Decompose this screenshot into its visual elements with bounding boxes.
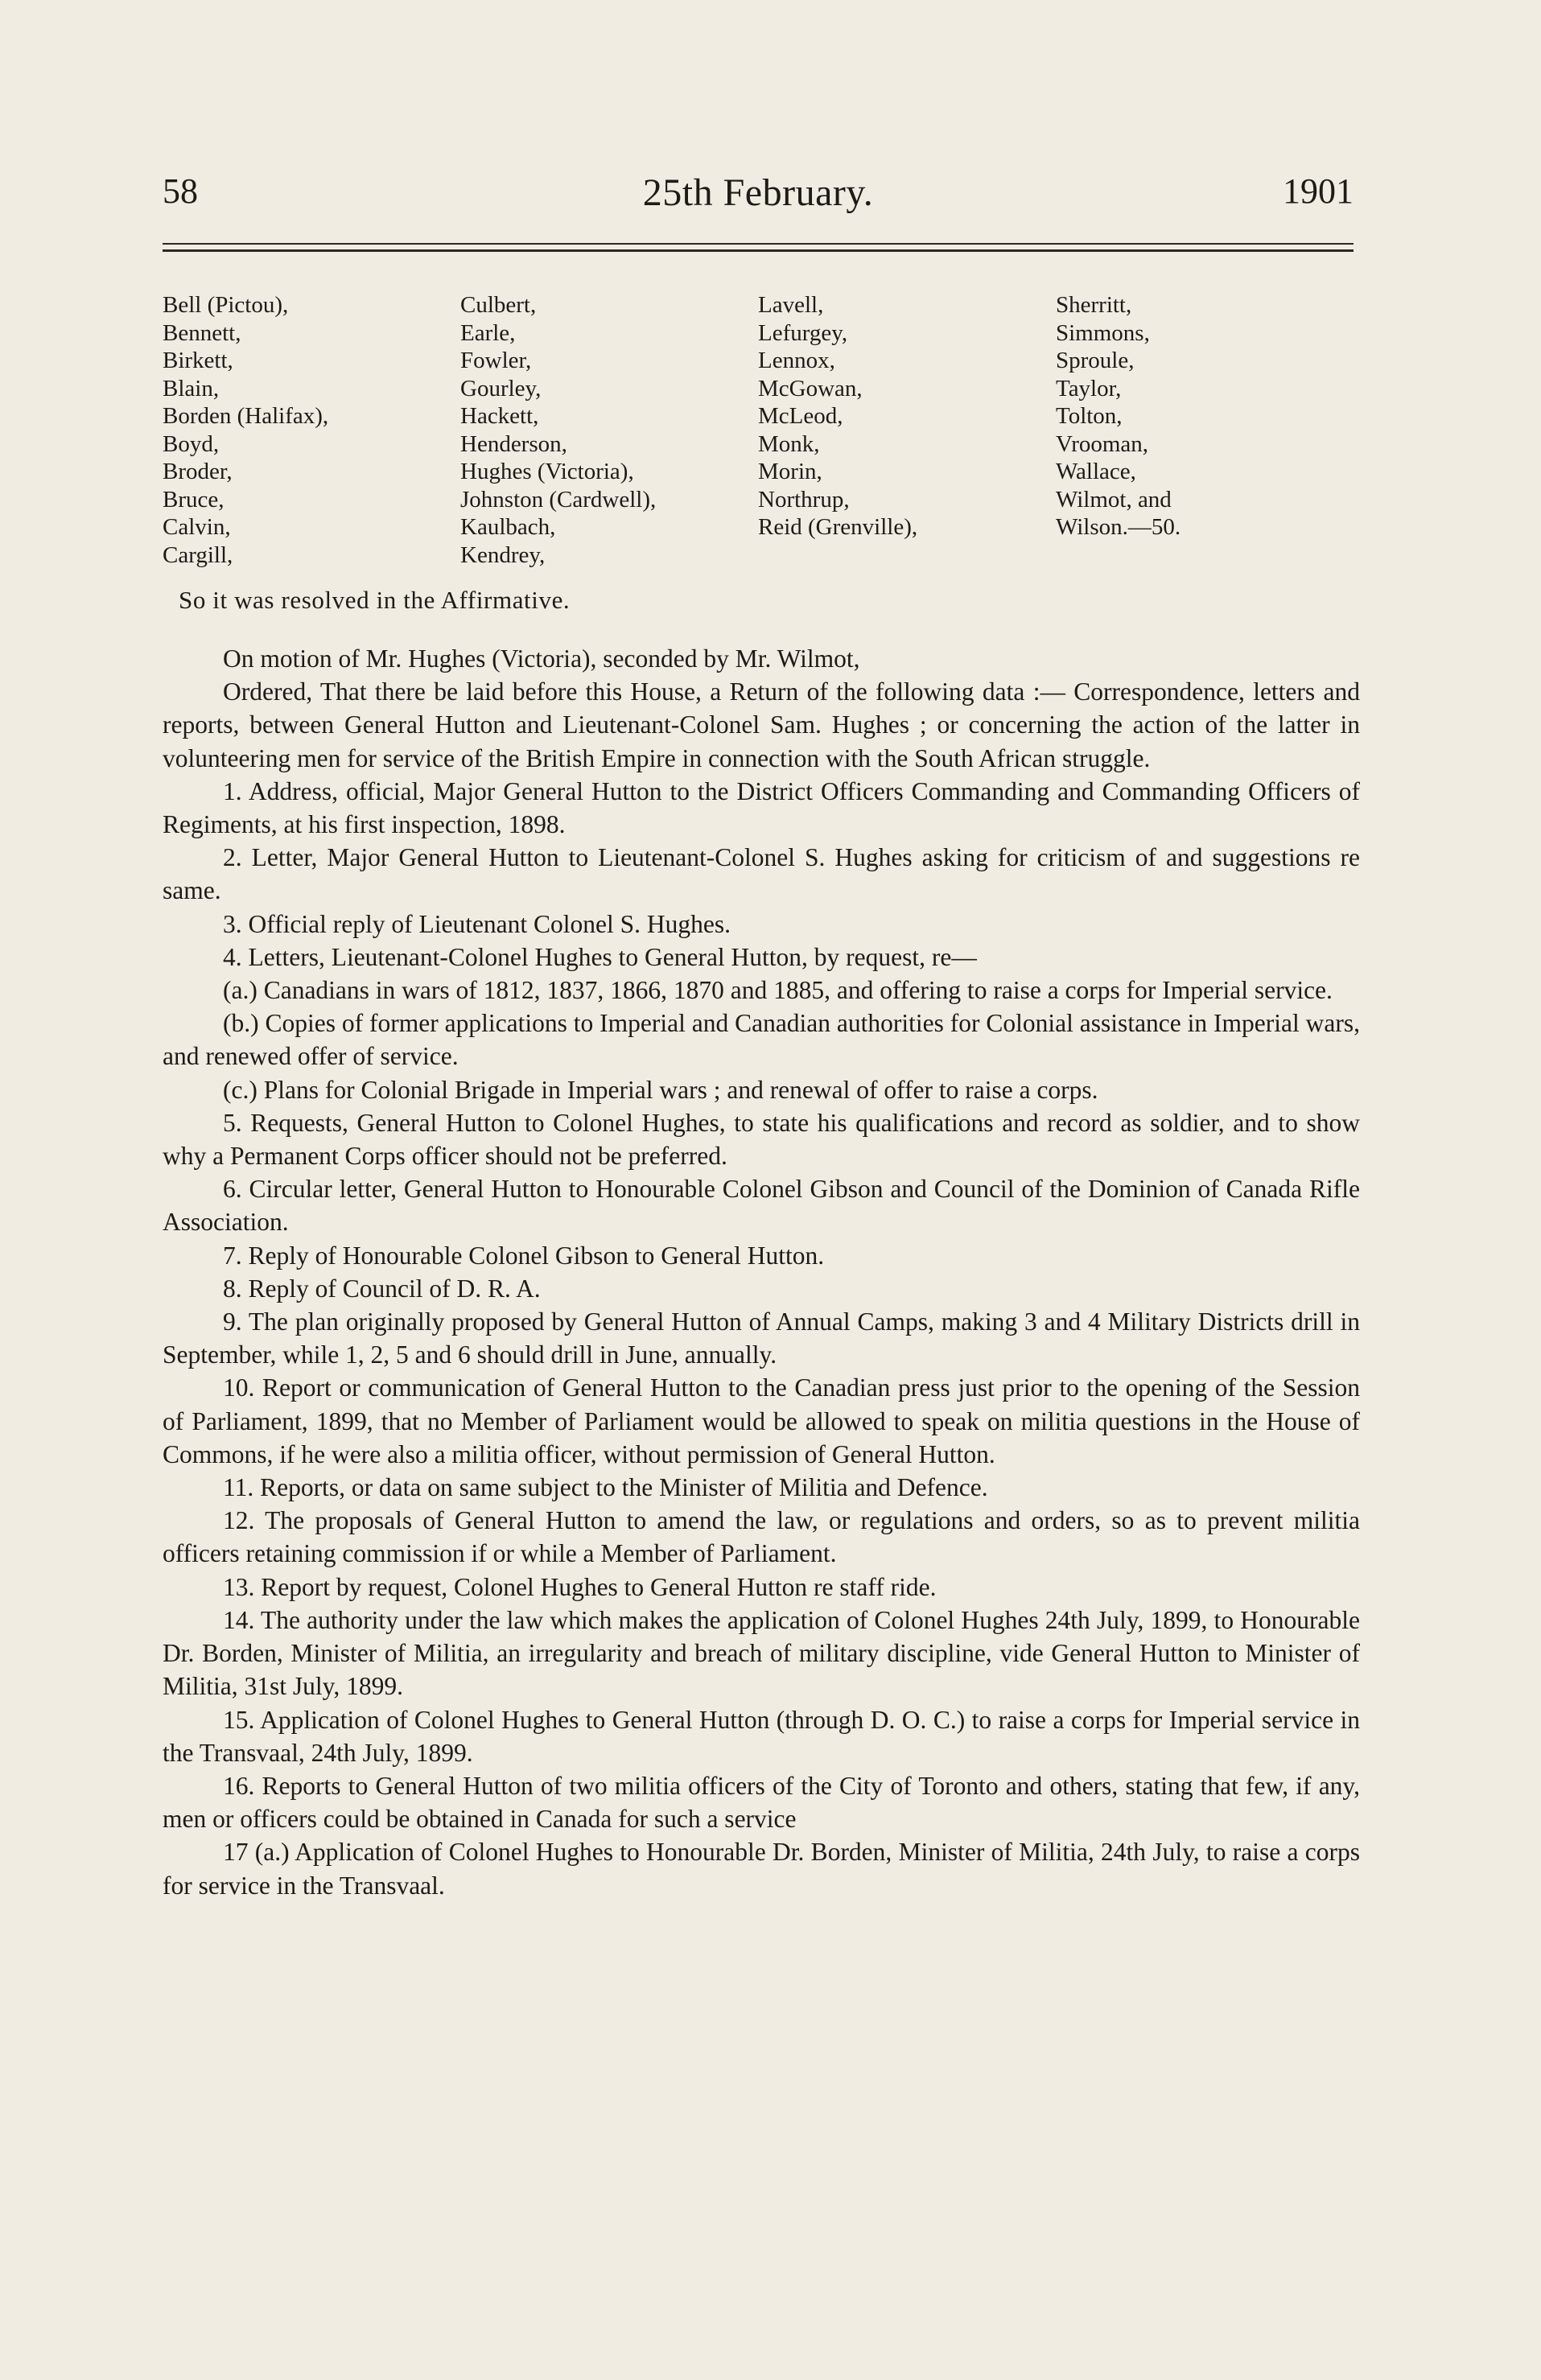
page-number: 58 (163, 171, 198, 211)
division-names-list (163, 291, 1354, 569)
paragraph: (c.) Plans for Colonial Brigade in Imperial wars ; and renewal of offer to raise a corps. (223, 1075, 1098, 1104)
paragraph: 12. The proposals of General Hutton to amend the law, or regulations and orders, so as to prevent militia officers retaining commission if or while a Member of Parliament. (163, 1506, 1360, 1568)
member-name: Henderson, (460, 430, 567, 457)
paragraph: 8. Reply of Council of D. R. A. (223, 1274, 541, 1303)
member-name: Wilson.—50. (1056, 514, 1181, 540)
paragraph: 7. Reply of Honourable Colonel Gibson to General Hutton. (223, 1241, 825, 1270)
paragraph: On motion of Mr. Hughes (Victoria), seconded by Mr. Wilmot, (223, 644, 860, 673)
member-name: Borden (Halifax), (163, 403, 329, 429)
member-name: Monk, (758, 430, 820, 457)
member-name: Morin, (758, 459, 822, 484)
paragraph: 4. Letters, Lieutenant-Colonel Hughes to General Hutton, by request, re— (223, 942, 977, 971)
member-name: Kaulbach, (460, 514, 556, 540)
header-rule (163, 243, 1354, 245)
member-name: Simmons, (1056, 319, 1150, 346)
member-name: Earle, (460, 319, 516, 346)
member-name: Sherritt, (1056, 292, 1132, 318)
member-name: Lavell, (758, 292, 824, 318)
member-name: Tolton, (1056, 403, 1123, 429)
page-date: 25th February. (642, 171, 874, 214)
member-name: Wilmot, and (1056, 486, 1172, 513)
member-name: Kendrey, (460, 541, 546, 568)
names-column-2 (460, 291, 758, 569)
member-name: Northrup, (758, 486, 850, 513)
member-name: Taylor, (1056, 375, 1122, 401)
member-name: McLeod, (758, 403, 843, 429)
paragraph: 16. Reports to General Hutton of two militia officers of the City of Toronto and others, stating that few, if any, men or officers could be obtained in Canada for such a service (163, 1771, 1360, 1834)
paragraph: 10. Report or communication of General Hutton to the Canadian press just prior to the opening of the Session of Parliament, 1899, that no Member of Parliament would be allowed to speak on militia questions in the House of Commons, if he were also a militia officer, without permission of General Hutton. (163, 1373, 1360, 1468)
names-column-1 (163, 291, 460, 569)
member-name: Lefurgey, (758, 319, 848, 346)
paragraph: 6. Circular letter, General Hutton to Honourable Colonel Gibson and Council of the Dominion of Canada Rifle Association. (163, 1175, 1360, 1237)
member-name: Johnston (Cardwell), (460, 486, 657, 513)
paragraph: (a.) Canadians in wars of 1812, 1837, 1866, 1870 and 1885, and offering to raise a corps for Imperial service. (223, 976, 1333, 1005)
member-name: Boyd, (163, 430, 220, 457)
member-name: Fowler, (460, 348, 532, 373)
names-column-4 (1056, 291, 1354, 569)
member-name: Reid (Grenville), (758, 514, 918, 540)
member-name: Lennox, (758, 348, 835, 373)
paragraph: 2. Letter, Major General Hutton to Lieutenant-Colonel S. Hughes asking for criticism of and suggestions re same. (163, 843, 1360, 905)
paragraph: 11. Reports, or data on same subject to the Minister of Militia and Defence. (223, 1473, 988, 1502)
member-name: Hughes (Victoria), (460, 459, 634, 484)
member-name: Blain, (163, 375, 220, 401)
member-name: Broder, (163, 459, 233, 484)
member-name: McGowan, (758, 375, 863, 401)
paragraph: 15. Application of Colonel Hughes to General Hutton (through D. O. C.) to raise a corps for Imperial service in the Transvaal, 24th July, 1899. (163, 1705, 1360, 1767)
member-name: Calvin, (163, 514, 231, 540)
resolution-statement: So it was resolved in the Affirmative. (179, 586, 571, 614)
paragraph: 5. Requests, General Hutton to Colonel Hughes, to state his qualifications and record as soldier, and to show why a Permanent Corps officer should not be preferred. (163, 1108, 1360, 1171)
member-name: Bennett, (163, 319, 241, 346)
member-name: Bell (Pictou), (163, 292, 289, 318)
page-year: 1901 (1283, 171, 1354, 211)
member-name: Hackett, (460, 403, 539, 429)
member-name: Cargill, (163, 541, 233, 568)
member-name: Birkett, (163, 348, 233, 373)
page-header (163, 171, 1354, 219)
header-rule-double (163, 249, 1354, 252)
member-name: Sproule, (1056, 348, 1135, 373)
paragraph: 13. Report by request, Colonel Hughes to General Hutton re staff ride. (223, 1572, 937, 1601)
paragraph: 17 (a.) Application of Colonel Hughes to Honourable Dr. Borden, Minister of Militia, 24th July, to raise a corps for service in the Transvaal. (163, 1838, 1360, 1900)
paragraph: Ordered, That there be laid before this House, a Return of the following data :— Correspondence, letters and reports, between General Hutton and Lieutenant-Colonel Sam. Hughes ; or concerning the action of the latter in volunteering men for service of the British Empire in connection with the South African struggle. (163, 677, 1360, 772)
member-name: Vrooman, (1056, 430, 1149, 457)
motion-text (163, 642, 1360, 1902)
paragraph: (b.) Copies of former applications to Imperial and Canadian authorities for Colonial assistance in Imperial wars, and renewed offer of service. (163, 1009, 1360, 1071)
member-name: Culbert, (460, 292, 537, 318)
paragraph: 3. Official reply of Lieutenant Colonel S. Hughes. (223, 909, 731, 938)
paragraph: 14. The authority under the law which makes the application of Colonel Hughes 24th July, 1899, to Honourable Dr. Borden, Minister of Militia, an irregularity and breach of military discipline, vide General Hutton to Minister of Militia, 31st July, 1899. (163, 1605, 1360, 1701)
member-name: Bruce, (163, 486, 225, 513)
member-name: Wallace, (1056, 459, 1136, 484)
member-name: Gourley, (460, 375, 542, 401)
paragraph: 1. Address, official, Major General Hutton to the District Officers Commanding and Commanding Officers of Regiments, at his first inspection, 1898. (163, 776, 1360, 839)
paragraph: 9. The plan originally proposed by General Hutton of Annual Camps, making 3 and 4 Military Districts drill in September, while 1, 2, 5 and 6 should drill in June, annually. (163, 1307, 1360, 1369)
names-column-3 (758, 291, 1056, 569)
